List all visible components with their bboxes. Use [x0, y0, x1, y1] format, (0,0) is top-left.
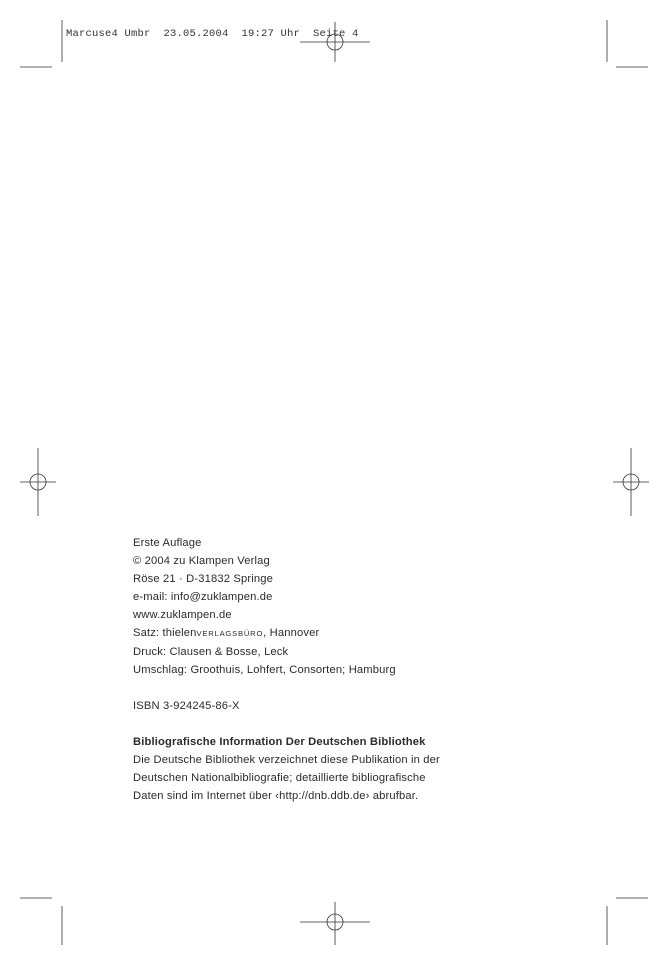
website-line: www.zuklampen.de — [133, 609, 232, 621]
bibliographic-info-heading: Bibliografische Information Der Deutschen Bibliothek — [133, 736, 426, 748]
bibliographic-info-line-1: Die Deutsche Bibliothek verzeichnet diese Publikation in der — [133, 754, 440, 766]
bibliographic-info-line-2: Deutschen Nationalbibliografie; detaillierte bibliografische — [133, 772, 426, 784]
bibliographic-info-line-3: Daten sind im Internet über ‹http://dnb.ddb.de› abrufbar. — [133, 790, 419, 802]
typesetting-prefix: Satz: thielen — [133, 627, 197, 639]
registration-mark-right — [613, 448, 649, 516]
colophon — [133, 534, 493, 805]
registration-mark-top — [300, 22, 370, 62]
cover-design-line: Umschlag: Groothuis, Lohfert, Consorten; Hamburg — [133, 664, 396, 676]
isbn-line: ISBN 3-924245-86-X — [133, 700, 240, 712]
email-line: e-mail: info@zuklampen.de — [133, 591, 273, 603]
typesetting-suffix: , Hannover — [263, 627, 320, 639]
print-slug-line: Marcuse4 Umbr 23.05.2004 19:27 Uhr Seite 4 — [66, 28, 359, 40]
address-line: Röse 21 · D-31832 Springe — [133, 573, 273, 585]
typesetting-line — [133, 624, 493, 643]
registration-mark-bottom — [300, 902, 370, 945]
typesetting-smallcaps: VERLAGSBÜRO — [196, 629, 264, 638]
edition-line: Erste Auflage — [133, 537, 202, 549]
copyright-line: © 2004 zu Klampen Verlag — [133, 555, 270, 567]
printing-line: Druck: Clausen & Bosse, Leck — [133, 646, 289, 658]
registration-mark-left — [20, 448, 56, 516]
